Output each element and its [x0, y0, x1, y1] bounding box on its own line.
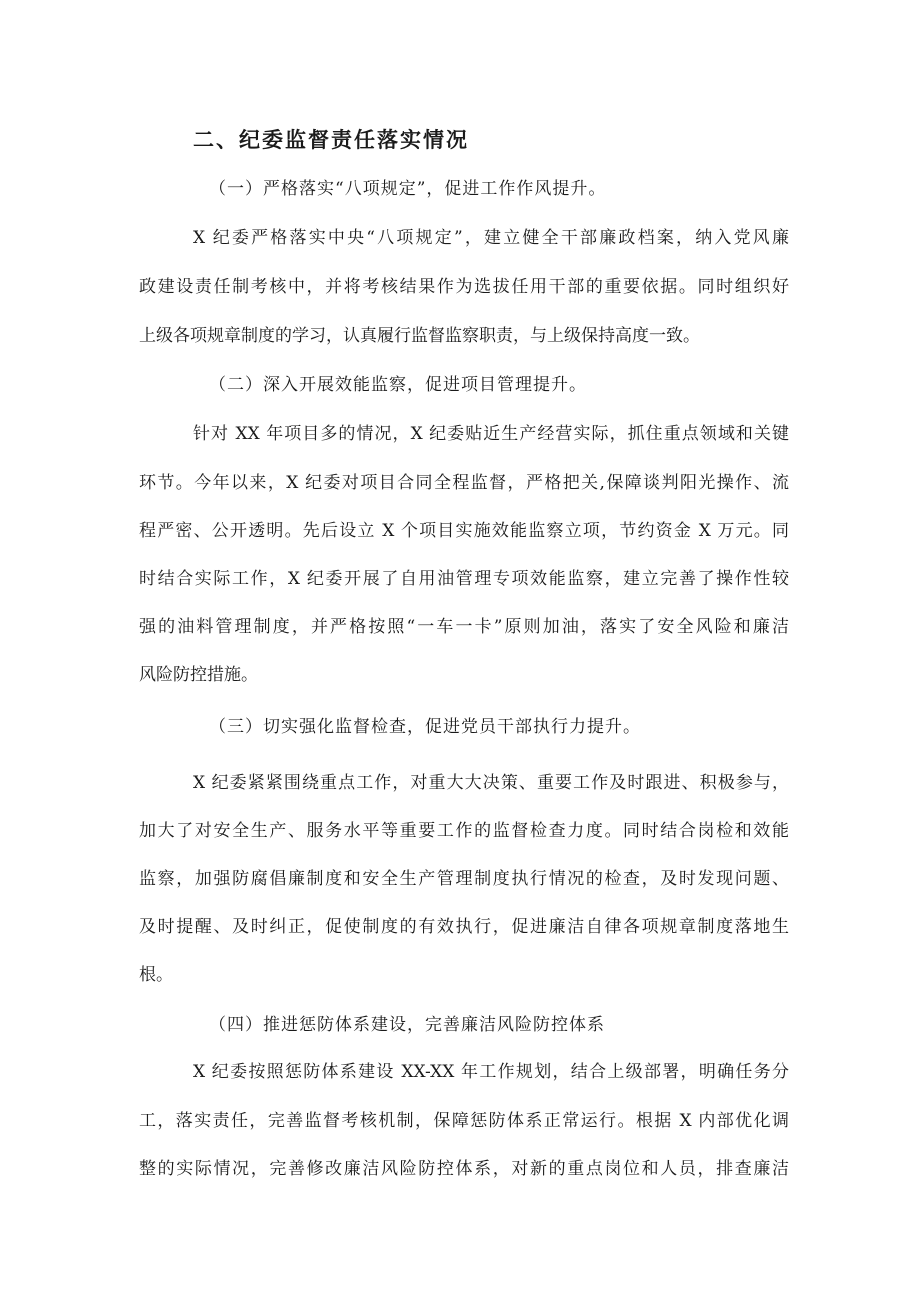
paragraph-line: 及时提醒、及时纠正，促使制度的有效执行，促进廉洁自律各项规章制度落地生 — [139, 917, 789, 937]
paragraph-line: 工，落实责任，完善监督考核机制，保障惩防体系正常运行。根据 X 内部优化调 — [139, 1111, 789, 1131]
paragraph-line: 政建设责任制考核中，并将考核结果作为选拔任用干部的重要依据。同时组织好 — [139, 277, 789, 297]
subsection-title-4: （四）推进惩防体系建设，完善廉洁风险防控体系 — [209, 1015, 605, 1035]
paragraph-line: X 纪委紧紧围绕重点工作，对重大大决策、重要工作及时跟进、积极参与， — [193, 773, 789, 793]
paragraph-line: 时结合实际工作，X 纪委开展了自用油管理专项效能监察，建立完善了操作性较 — [139, 569, 789, 589]
section-heading: 二、纪委监督责任落实情况 — [193, 127, 469, 152]
paragraph-line: 程严密、公开透明。先后设立 X 个项目实施效能监察立项，节约资金 X 万元。同 — [139, 521, 789, 541]
paragraph-line: 上级各项规章制度的学习，认真履行监督监察职责，与上级保持高度一致。 — [139, 326, 700, 346]
subsection-title-3: （三）切实强化监督检查，促进党员干部执行力提升。 — [209, 717, 641, 737]
subsection-title-2: （二）深入开展效能监察，促进项目管理提升。 — [209, 375, 587, 395]
paragraph-line: X 纪委严格落实中央“八项规定”，建立健全干部廉政档案，纳入党风廉 — [193, 228, 789, 248]
paragraph-line: 强的油料管理制度，并严格按照“一车一卡”原则加油，落实了安全风险和廉洁 — [139, 617, 789, 637]
paragraph-line: 针对 XX 年项目多的情况，X 纪委贴近生产经营实际，抓住重点领域和关键 — [193, 424, 789, 444]
paragraph-line: 监察，加强防腐倡廉制度和安全生产管理制度执行情况的检查，及时发现问题、 — [139, 869, 789, 889]
subsection-title-1: （一）严格落实“八项规定”，促进工作作风提升。 — [209, 179, 607, 199]
paragraph-line: 环节。今年以来，X 纪委对项目合同全程监督，严格把关,保障谈判阳光操作、流 — [139, 473, 789, 493]
paragraph-line: 加大了对安全生产、服务水平等重要工作的监督检查力度。同时结合岗检和效能 — [139, 821, 789, 841]
paragraph-line: 风险防控措施。 — [139, 665, 258, 685]
paragraph-line: X 纪委按照惩防体系建设 XX-XX 年工作规划，结合上级部署，明确任务分 — [193, 1062, 789, 1082]
paragraph-line: 根。 — [139, 965, 173, 985]
paragraph-line: 整的实际情况，完善修改廉洁风险防控体系，对新的重点岗位和人员，排查廉洁 — [139, 1159, 789, 1179]
